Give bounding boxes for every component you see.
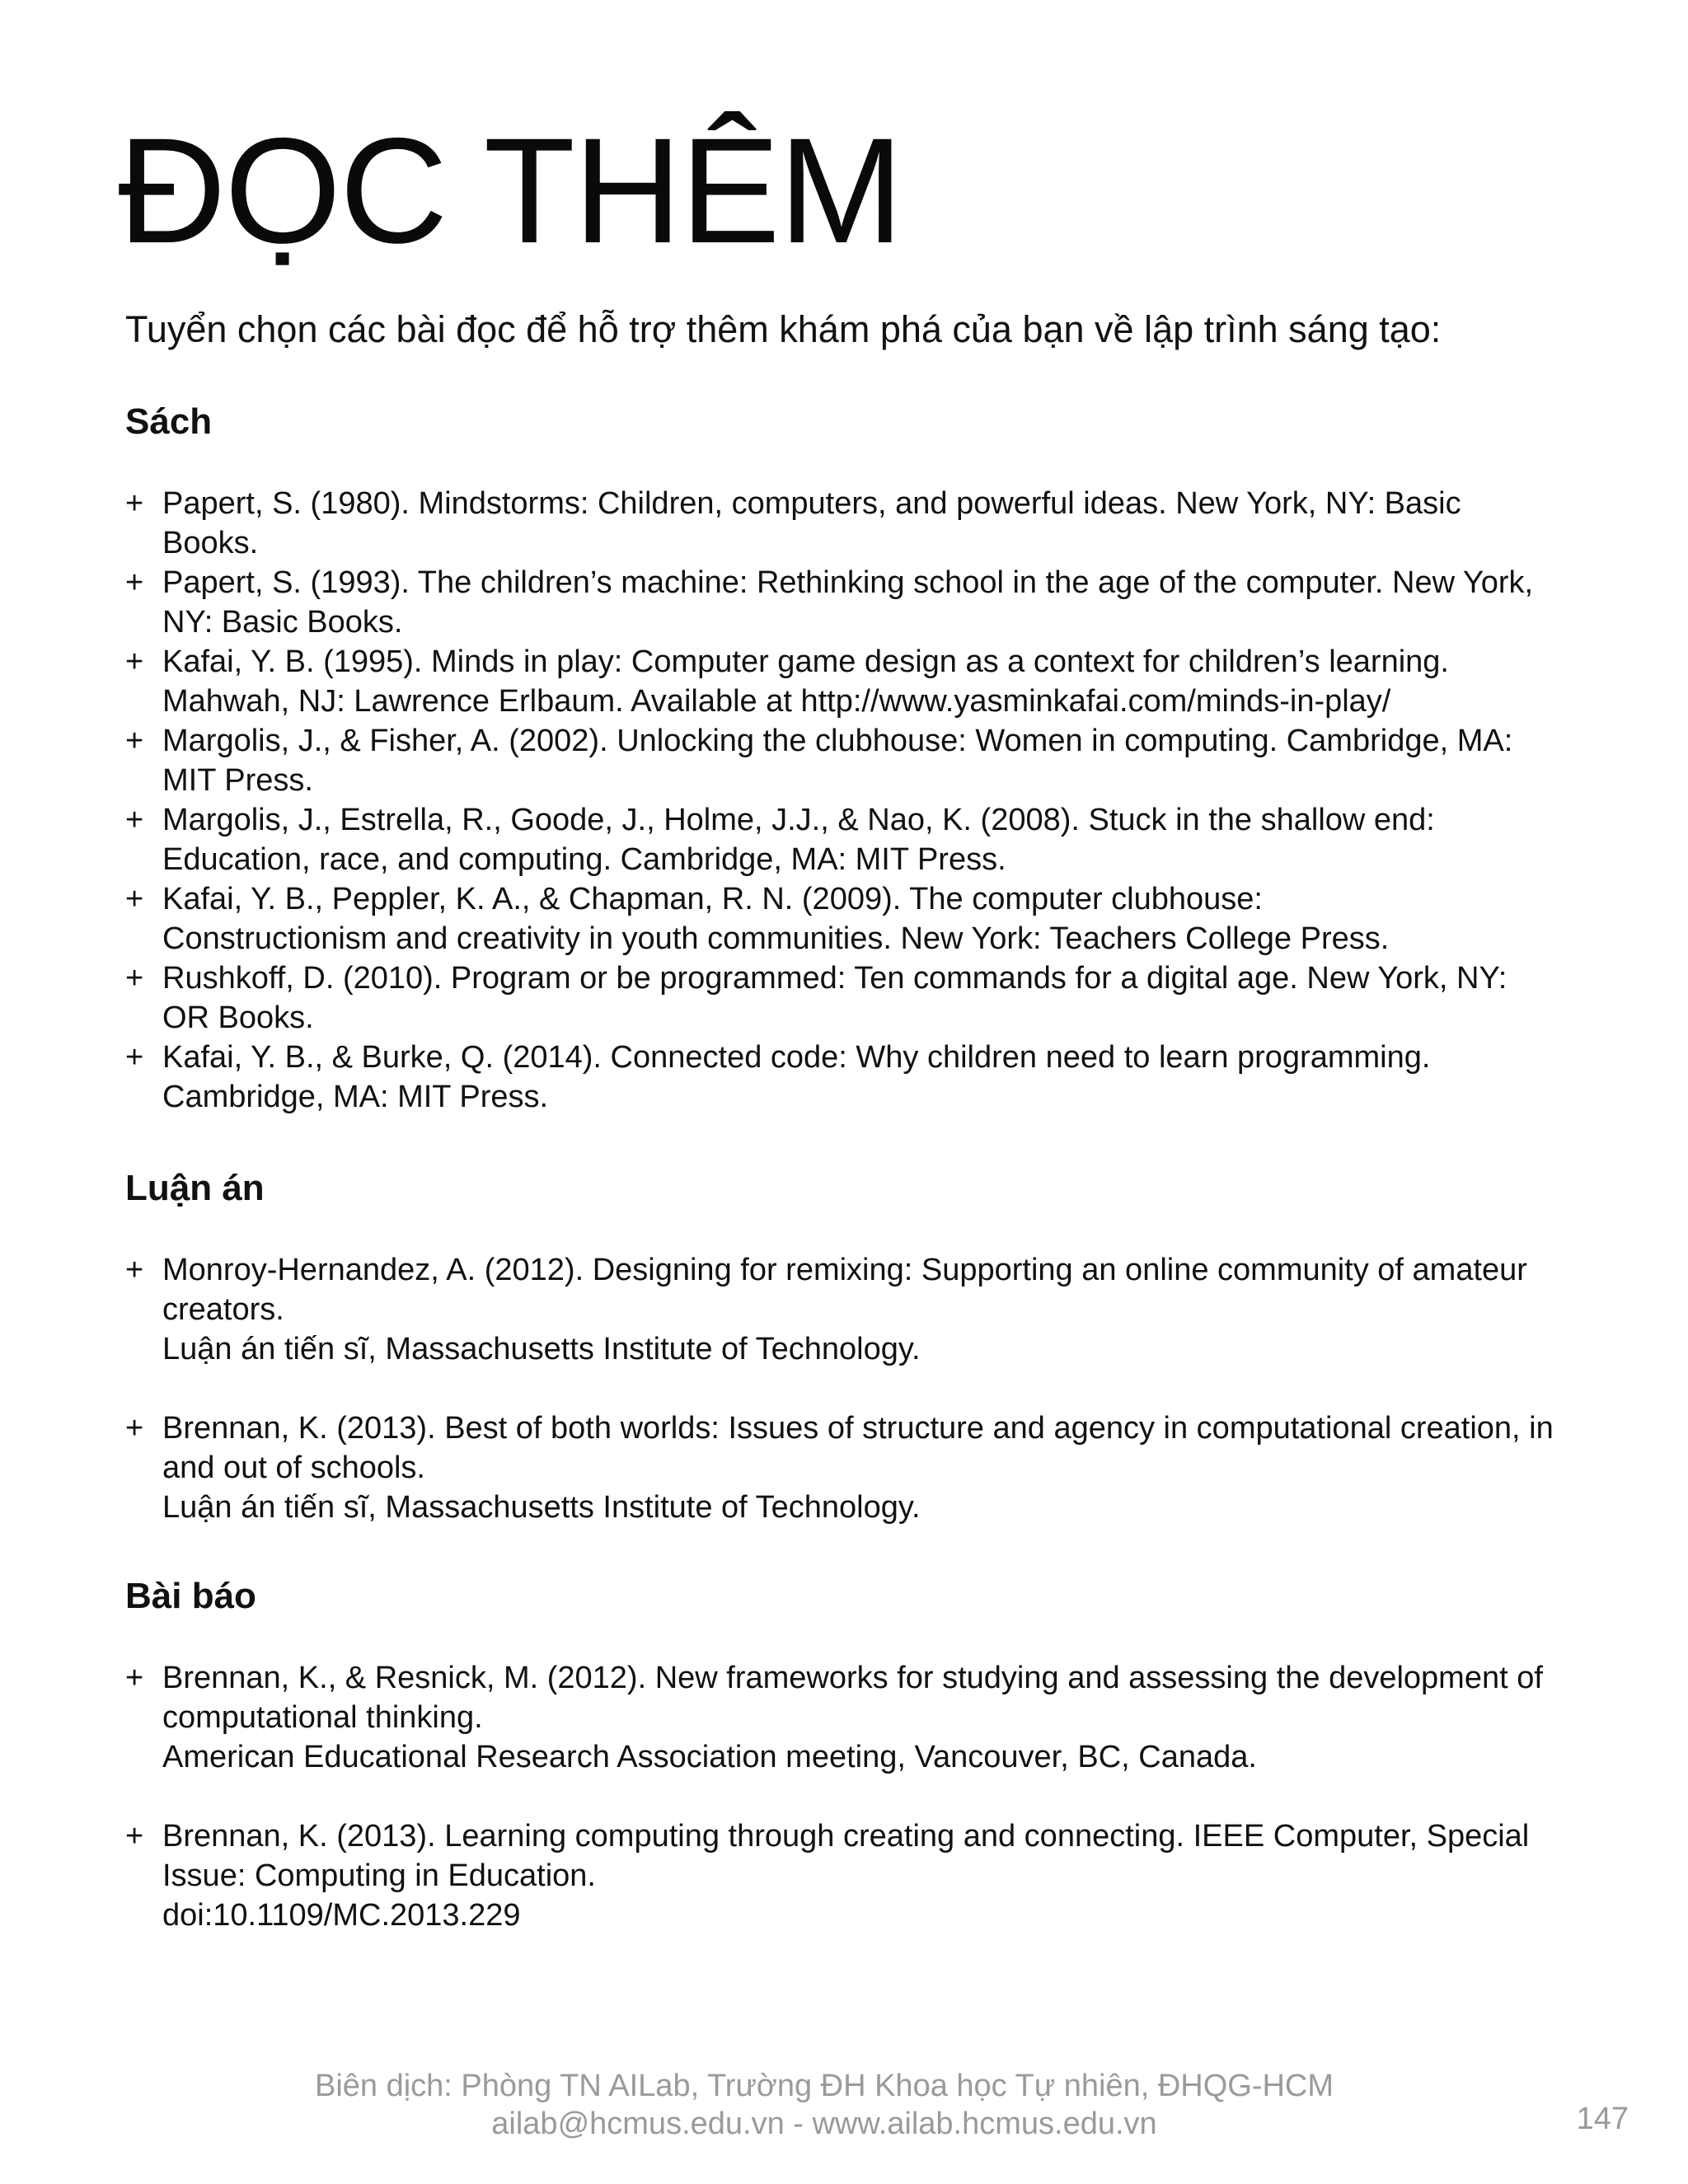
- books-list: [125, 484, 1559, 1117]
- list-item: + Brennan, K. (2013). Learning computing through creating and connecting. IEEE Computer, Special Issue: Computing in Education. doi:10.1109/MC.2013.229: [125, 1816, 1559, 1935]
- list-item: + Kafai, Y. B., & Burke, Q. (2014). Connected code: Why children need to learn programming. Cambridge, MA: MIT Press.: [125, 1038, 1559, 1117]
- list-item: + Monroy-Hernandez, A. (2012). Designing for remixing: Supporting an online community of amateur creators. Luận án tiến sĩ, Massachusetts Institute of Technology.: [125, 1250, 1559, 1369]
- bullet-plus: +: [125, 1253, 144, 1287]
- bullet-plus: +: [125, 565, 144, 600]
- footer-credit: [0, 2067, 1648, 2143]
- list-item: + Margolis, J., & Fisher, A. (2002). Unlocking the clubhouse: Women in computing. Cambridge, MA: MIT Press.: [125, 721, 1559, 800]
- section-heading-articles: Bài báo: [125, 1576, 256, 1616]
- bullet-plus: +: [125, 1661, 144, 1695]
- list-item: + Papert, S. (1980). Mindstorms: Children, computers, and powerful ideas. New York, NY: Basic Books.: [125, 484, 1559, 563]
- list-item: + Kafai, Y. B., Peppler, K. A., & Chapman, R. N. (2009). The computer clubhouse: Constructionism and creativity in youth communities. New York: Teachers College Press.: [125, 879, 1559, 958]
- bullet-plus: +: [125, 961, 144, 996]
- list-item: + Rushkoff, D. (2010). Program or be programmed: Ten commands for a digital age. New York, NY: OR Books.: [125, 958, 1559, 1038]
- bullet-plus: +: [125, 486, 144, 521]
- bullet-plus: +: [125, 1819, 144, 1854]
- bullet-plus: +: [125, 803, 144, 837]
- bullet-plus: +: [125, 882, 144, 916]
- articles-list: [125, 1658, 1559, 1935]
- bullet-plus: +: [125, 1040, 144, 1075]
- dissertations-list: [125, 1250, 1559, 1527]
- bullet-plus: +: [125, 1411, 144, 1446]
- footer-line-contact: ailab@hcmus.edu.vn - www.ailab.hcmus.edu.vn: [491, 2107, 1157, 2141]
- page-number: 147: [1576, 2102, 1629, 2136]
- list-item: + Brennan, K. (2013). Best of both worlds: Issues of structure and agency in computational creation, in and out of schools. Luận án tiến sĩ, Massachusetts Institute of Technology.: [125, 1408, 1559, 1527]
- footer-line-translator: Biên dịch: Phòng TN AILab, Trường ĐH Khoa học Tự nhiên, ĐHQG-HCM: [314, 2069, 1334, 2103]
- intro-text: Tuyển chọn các bài đọc để hỗ trợ thêm khám phá của bạn về lập trình sáng tạo:: [125, 308, 1442, 350]
- list-item: + Brennan, K., & Resnick, M. (2012). New frameworks for studying and assessing the development of computational thinking. American Educational Research Association meeting, Vancouver, BC, Canada.: [125, 1658, 1559, 1777]
- section-heading-dissertations: Luận án: [125, 1168, 265, 1208]
- bullet-plus: +: [125, 724, 144, 758]
- list-item: + Kafai, Y. B. (1995). Minds in play: Computer game design as a context for children’s learning. Mahwah, NJ: Lawrence Erlbaum. Available at http://www.yasminkafai.com/minds-in-play/: [125, 642, 1559, 721]
- bullet-plus: +: [125, 644, 144, 679]
- list-item: + Margolis, J., Estrella, R., Goode, J., Holme, J.J., & Nao, K. (2008). Stuck in the shallow end: Education, race, and computing. Cambridge, MA: MIT Press.: [125, 800, 1559, 879]
- section-heading-books: Sách: [125, 401, 213, 442]
- list-item: + Papert, S. (1993). The children’s machine: Rethinking school in the age of the computer. New York, NY: Basic Books.: [125, 563, 1559, 642]
- page-title: ĐỌC THÊM: [118, 106, 903, 274]
